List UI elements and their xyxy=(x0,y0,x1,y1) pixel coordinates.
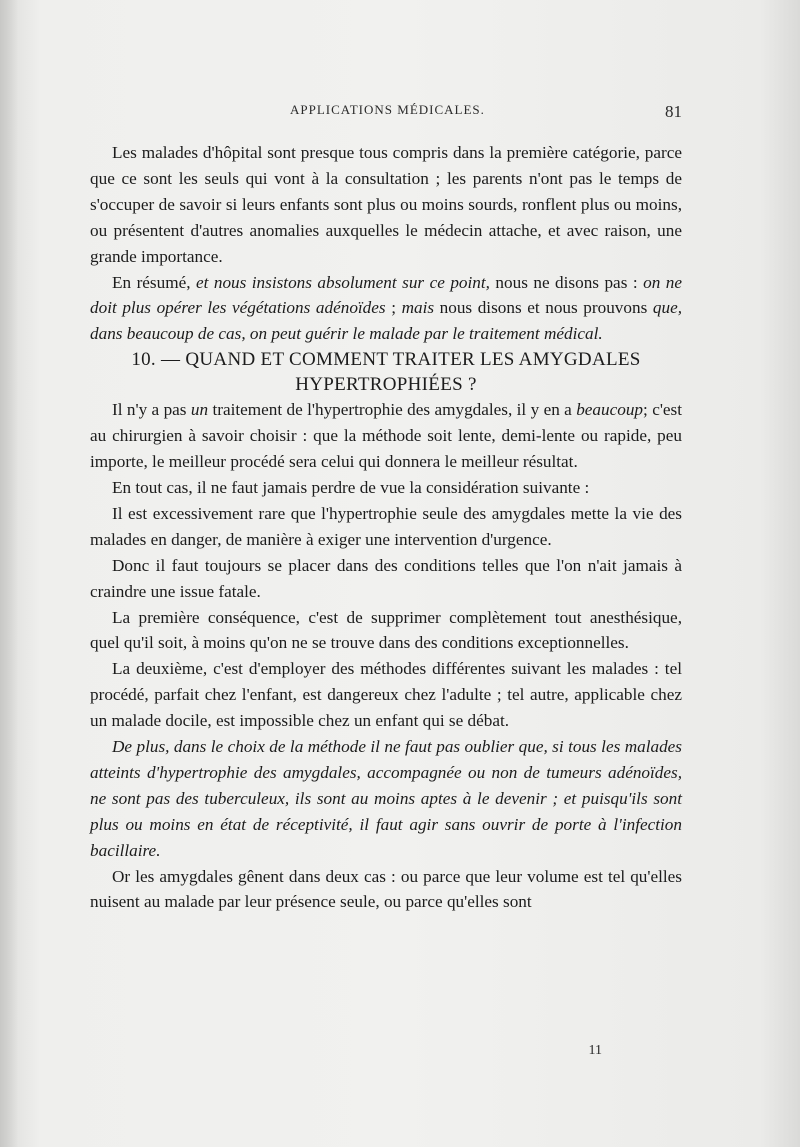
paragraph-2-part-f: mais xyxy=(401,298,435,318)
paragraph-2-part-g: nous disons et nous prouvons xyxy=(434,298,653,318)
paragraph-7: La première conséquence, c'est de supprimer complètement tout anesthésique, quel qu'il soit, à moins qu'on ne se trouve dans des conditions exceptionnelles. xyxy=(90,607,682,653)
paragraph-9 xyxy=(90,734,682,864)
paragraph-2-part-b: et nous insistons absolument sur ce point, xyxy=(195,272,490,292)
paragraph-2-part-c: nous ne disons pas : xyxy=(489,272,644,292)
paragraph-3-part-e: ; c'est au chirurgien à savoir choisir : que la méthode soit lente, demi-lente ou rapide, peu importe, le meilleur procédé sera celui qui donnera le meilleur résultat. xyxy=(90,400,683,472)
paragraph-2-part-a: En résumé, xyxy=(112,272,196,292)
paragraph-3-part-c: traitement de l'hypertrophie des amygdales, il y en a xyxy=(208,400,577,420)
paragraph-1: Les malades d'hôpital sont presque tous compris dans la première catégorie, parce que ce sont les seuls qui vont à la consultation ; les parents n'ont pas le temps de s'occuper de savoir si leurs enfants sont plus ou moins sourds, ronflent plus ou moins, ou présentent d'autres anomalies auxquelles le médecin attache, et avec raison, une grande importance. xyxy=(90,143,682,266)
section-heading xyxy=(90,347,682,397)
section-heading-line-1: 10. — QUAND ET COMMENT TRAITER LES AMYGDALES xyxy=(131,349,641,371)
paragraph-8: La deuxième, c'est d'employer des méthodes différentes suivant les malades : tel procédé, parfait chez l'enfant, est dangereux chez l'adulte ; tel autre, applicable chez un malade docile, est impossible chez un enfant qui se débat. xyxy=(90,659,682,731)
paragraph-2-part-d: on ne doit plus opérer les végétations adénoïdes xyxy=(90,272,682,318)
body-text xyxy=(90,140,682,915)
signature-mark: 11 xyxy=(588,1043,602,1058)
paragraph-4: En tout cas, il ne faut jamais perdre de vue la considération suivante : xyxy=(112,477,590,497)
paragraph-3-part-a: Il n'y a pas xyxy=(112,400,191,420)
paragraph-3-part-d: beaucoup xyxy=(576,400,644,420)
paragraph-6: Donc il faut toujours se placer dans des conditions telles que l'on n'ait jamais à craindre une issue fatale. xyxy=(90,555,682,601)
paragraph-5: Il est excessivement rare que l'hypertrophie seule des amygdales mette la vie des malades en danger, de manière à exiger une intervention d'urgence. xyxy=(90,503,682,549)
running-title: APPLICATIONS MÉDICALES. xyxy=(290,102,485,117)
paragraph-10: Or les amygdales gênent dans deux cas : ou parce que leur volume est tel qu'elles nuisent au malade par leur présence seule, ou parce qu'elles sont xyxy=(90,866,682,912)
paragraph-2-part-e: ; xyxy=(385,298,402,318)
paragraph-2 xyxy=(90,270,682,348)
page-number: 81 xyxy=(665,102,682,121)
paragraph-3 xyxy=(90,397,682,475)
section-heading-line-2: HYPERTROPHIÉES ? xyxy=(295,374,477,396)
paragraph-9-italic: De plus, dans le choix de la méthode il ne faut pas oublier que, si tous les malades atteints d'hypertrophie des amygdales, accompagnée ou non de tumeurs adénoïdes, ne sont pas des tuberculeux, ils sont au moins aptes à le devenir ; et puisqu'ils sont plus ou moins en état de réceptivité, il faut agir sans ouvrir de porte à l'infection bacillaire. xyxy=(90,737,682,860)
page-edge-shadow xyxy=(0,0,18,1147)
page-header xyxy=(90,100,682,124)
paragraph-2-part-h: que, dans beaucoup de cas, on peut guérir le malade par le traitement médical. xyxy=(90,298,682,344)
paragraph-3-part-b: un xyxy=(190,400,209,420)
